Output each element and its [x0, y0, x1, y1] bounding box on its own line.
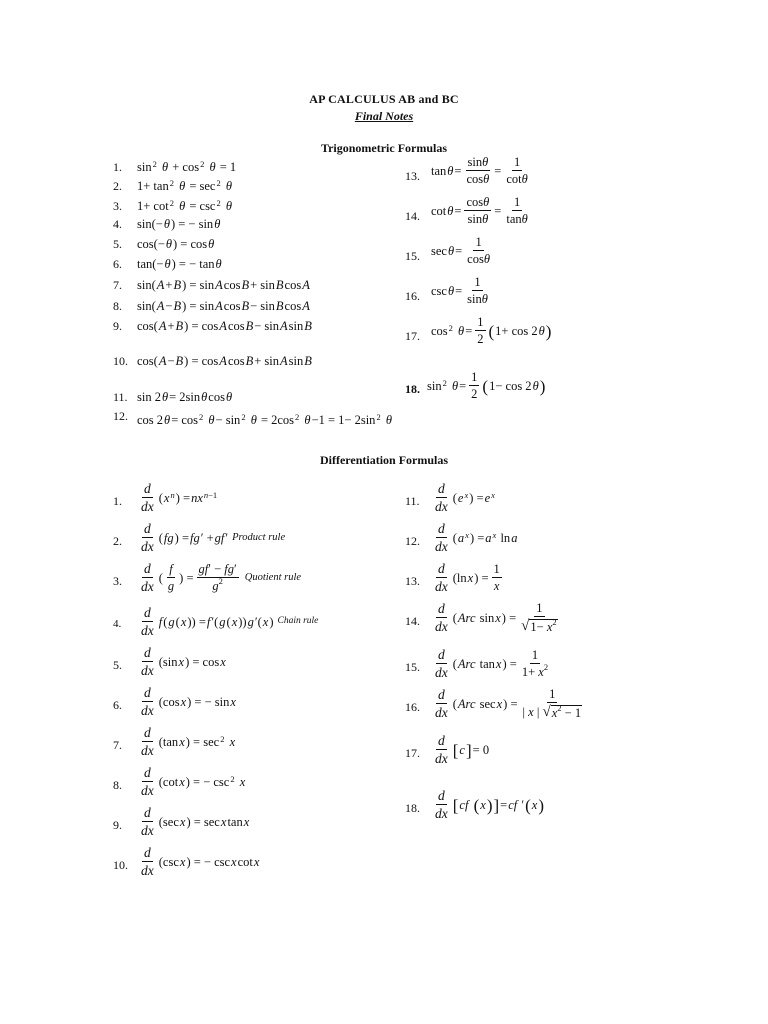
formula-number: 12.	[113, 409, 128, 423]
diff-section-heading: Differentiation Formulas	[319, 453, 449, 467]
formula-number: 9.	[113, 319, 122, 333]
formula-number: 4.	[113, 217, 122, 231]
formula-number: 3.	[113, 199, 122, 213]
page-header	[0, 92, 768, 124]
formula-number: 8.	[113, 778, 122, 792]
formula-number: 5.	[113, 658, 122, 672]
trig-section-heading: Trigonometric Formulas	[320, 141, 448, 155]
document-title: AP CALCULUS AB and BC	[309, 92, 459, 106]
formula-number: 12.	[405, 534, 420, 548]
formula-number: 14.	[405, 209, 420, 223]
formula-number: 5.	[113, 237, 122, 251]
formula-number: 10.	[113, 858, 128, 872]
document-subtitle: Final Notes	[354, 109, 414, 123]
formula-number: 11.	[405, 494, 420, 508]
chain-rule-label: Chain rule	[277, 616, 319, 627]
formula-number: 10.	[113, 354, 128, 368]
formula-number: 18.	[405, 801, 420, 815]
formula-number: 13.	[405, 169, 420, 183]
formula-number: 3.	[113, 574, 122, 588]
formula-number: 6.	[113, 257, 122, 271]
formula-number: 9.	[113, 818, 122, 832]
formula-number: 4.	[113, 618, 122, 630]
formula-number: 7.	[113, 278, 122, 292]
formula-number: 14.	[405, 614, 420, 628]
formula-number: 2.	[113, 179, 122, 193]
formula-number: 16.	[405, 289, 420, 303]
product-rule-label: Product rule	[232, 531, 286, 543]
formula-number: 15.	[405, 249, 420, 263]
formula-number: 18.	[405, 382, 420, 396]
formula-number: 7.	[113, 738, 122, 752]
formula-number: 2.	[113, 534, 122, 548]
quotient-rule-label: Quotient rule	[244, 571, 302, 583]
formula-number: 1.	[113, 160, 122, 174]
formula-number: 16.	[405, 700, 420, 714]
formula-number: 1.	[113, 494, 122, 508]
formula-number: 17.	[405, 329, 420, 343]
formula-number: 15.	[405, 660, 420, 674]
formula-number: 6.	[113, 698, 122, 712]
formula-number: 13.	[405, 574, 420, 588]
formula-number: 8.	[113, 299, 122, 313]
formula-number: 11.	[113, 390, 128, 404]
formula-number: 17.	[405, 746, 420, 760]
